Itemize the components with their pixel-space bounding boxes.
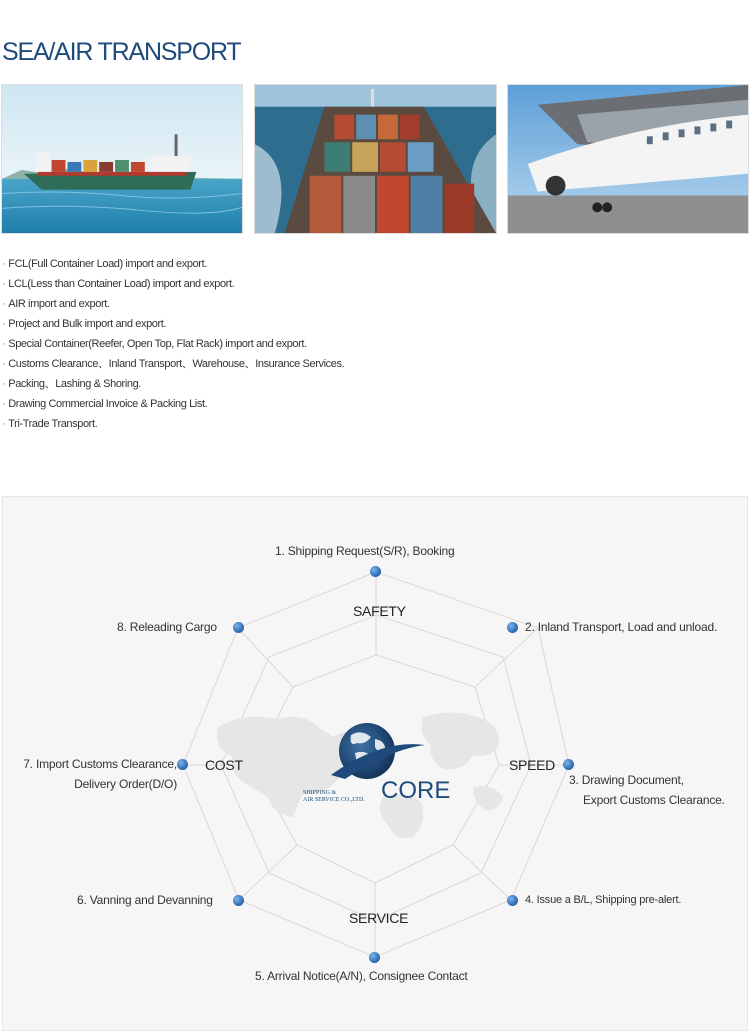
pillar-cost: COST bbox=[205, 757, 243, 773]
step-2-dot-icon bbox=[507, 622, 518, 633]
list-item: · AIR import and export. bbox=[2, 298, 110, 310]
pillar-service: SERVICE bbox=[349, 910, 409, 926]
list-item: · Special Container(Reefer, Open Top, Flat Rack) import and export. bbox=[2, 338, 307, 350]
pillar-speed: SPEED bbox=[509, 757, 555, 773]
pillar-safety: SAFETY bbox=[353, 603, 406, 619]
list-item: · Customs Clearance、Inland Transport、Warehouse、Insurance Services. bbox=[2, 358, 345, 370]
service-list bbox=[2, 254, 344, 434]
logo-subtitle: SHIPPING & AIR SERVICE CO.,LTD. bbox=[303, 790, 365, 803]
list-item: · Tri-Trade Transport. bbox=[2, 418, 98, 430]
process-diagram bbox=[2, 496, 748, 1031]
container-ship-deck-photo bbox=[255, 85, 496, 233]
airplane-at-terminal-photo bbox=[508, 85, 748, 233]
step-6-label: 6. Vanning and Devanning bbox=[77, 893, 213, 907]
photo-airplane-terminal bbox=[507, 84, 749, 234]
step-1-dot-icon bbox=[370, 566, 381, 577]
photo-container-ship-sea bbox=[1, 84, 243, 234]
list-item: · Packing、Lashing & Shoring. bbox=[2, 378, 141, 390]
step-8-dot-icon bbox=[233, 622, 244, 633]
page-title: SEA/AIR TRANSPORT bbox=[2, 38, 241, 66]
step-6-dot-icon bbox=[233, 895, 244, 906]
step-5-label: 5. Arrival Notice(A/N), Consignee Contact bbox=[255, 969, 468, 983]
logo-word: CORE bbox=[381, 777, 451, 804]
list-item: · Drawing Commercial Invoice & Packing List. bbox=[2, 398, 208, 410]
step-1-label: 1. Shipping Request(S/R), Booking bbox=[275, 544, 455, 558]
container-ship-at-sea-photo bbox=[2, 85, 242, 233]
list-item: · FCL(Full Container Load) import and export. bbox=[2, 258, 207, 270]
step-7-label: 7. Import Customs Clearance, Delivery Order(D/O) bbox=[23, 757, 177, 791]
step-7-dot-icon bbox=[177, 759, 188, 770]
step-5-dot-icon bbox=[369, 952, 380, 963]
step-4-dot-icon bbox=[507, 895, 518, 906]
step-3-label: 3. Drawing Document, Export Customs Clearance. bbox=[569, 773, 725, 807]
list-item: · Project and Bulk import and export. bbox=[2, 318, 167, 330]
step-2-label: 2. Inland Transport, Load and unload. bbox=[525, 620, 718, 634]
step-8-label: 8. Releading Cargo bbox=[117, 620, 217, 634]
step-3-dot-icon bbox=[563, 759, 574, 770]
list-item: · LCL(Less than Container Load) import and export. bbox=[2, 278, 235, 290]
photo-container-ship-deck bbox=[254, 84, 497, 234]
step-4-label: 4. Issue a B/L, Shipping pre-alert. bbox=[525, 894, 682, 906]
